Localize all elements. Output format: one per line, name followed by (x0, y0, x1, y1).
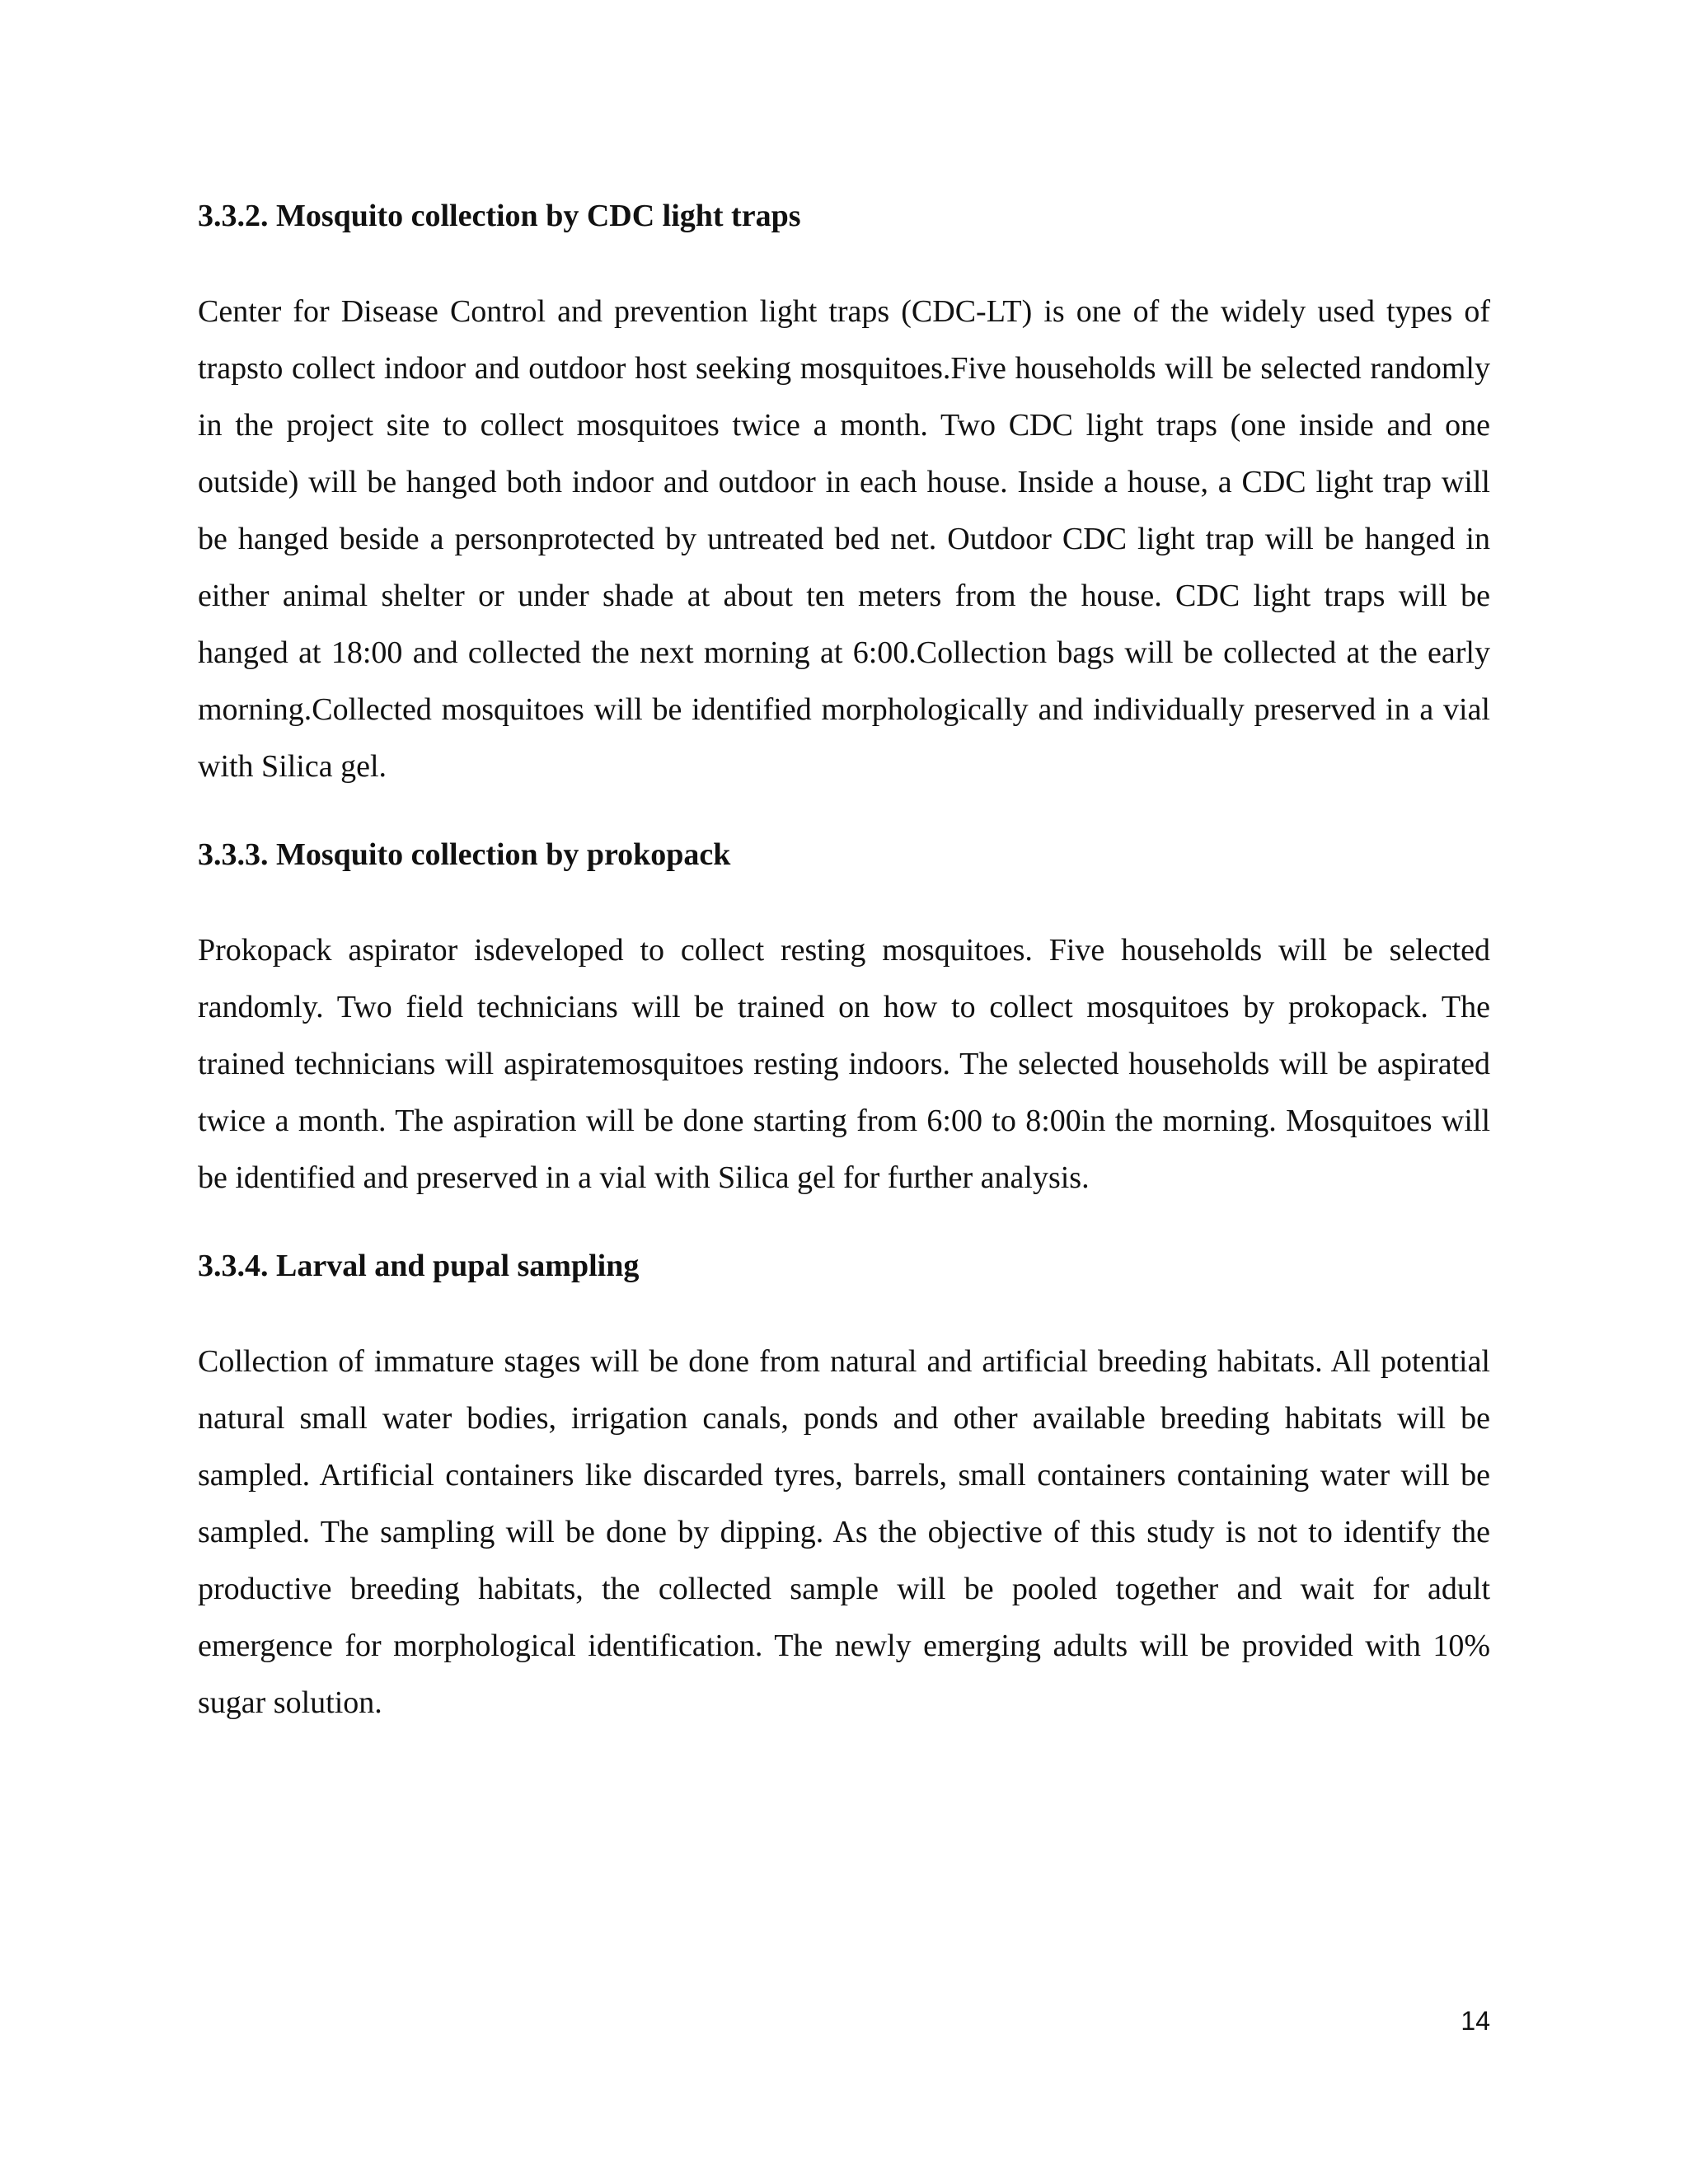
page-content (198, 194, 1490, 1769)
section-body-cdc-light-traps: Center for Disease Control and prevention light traps (CDC-LT) is one of the widely used types of trapsto collect indoor and outdoor host seeking mosquitoes.Five households will be selected randomly in the project site to collect mosquitoes twice a month. Two CDC light traps (one inside and one outside) will be hanged both indoor and outdoor in each house. Inside a house, a CDC light trap will be hanged beside a personprotected by untreated bed net. Outdoor CDC light trap will be hanged in either animal shelter or under shade at about ten meters from the house. CDC light traps will be hanged at 18:00 and collected the next morning at 6:00.Collection bags will be collected at the early morning.Collected mosquitoes will be identified morphologically and individually preserved in a vial with Silica gel. (198, 294, 1490, 784)
section-heading-cdc-light-traps: 3.3.2. Mosquito collection by CDC light traps (198, 199, 801, 233)
section-heading-larval-pupal-sampling: 3.3.4. Larval and pupal sampling (198, 1249, 640, 1283)
section-heading-prokopack: 3.3.3. Mosquito collection by prokopack (198, 837, 731, 872)
section-body-prokopack: Prokopack aspirator isdeveloped to collect resting mosquitoes. Five households will be selected randomly. Two field technicians will be trained on how to collect mosquitoes by prokopack. The trained technicians will aspiratemosquitoes resting indoors. The selected households will be aspirated twice a month. The aspiration will be done starting from 6:00 to 8:00in the morning. Mosquitoes will be identified and preserved in a vial with Silica gel for further analysis. (198, 933, 1490, 1195)
section-body-larval-pupal-sampling: Collection of immature stages will be done from natural and artificial breeding habitats. All potential natural small water bodies, irrigation canals, ponds and other available breeding habitats will be sampled. Artificial containers like discarded tyres, barrels, small containers containing water will be sampled. The sampling will be done by dipping. As the objective of this study is not to identify the productive breeding habitats, the collected sample will be pooled together and wait for adult emergence for morphological identification. The newly emerging adults will be provided with 10% sugar solution. (198, 1344, 1490, 1720)
page-number: 14 (1461, 2006, 1490, 2036)
